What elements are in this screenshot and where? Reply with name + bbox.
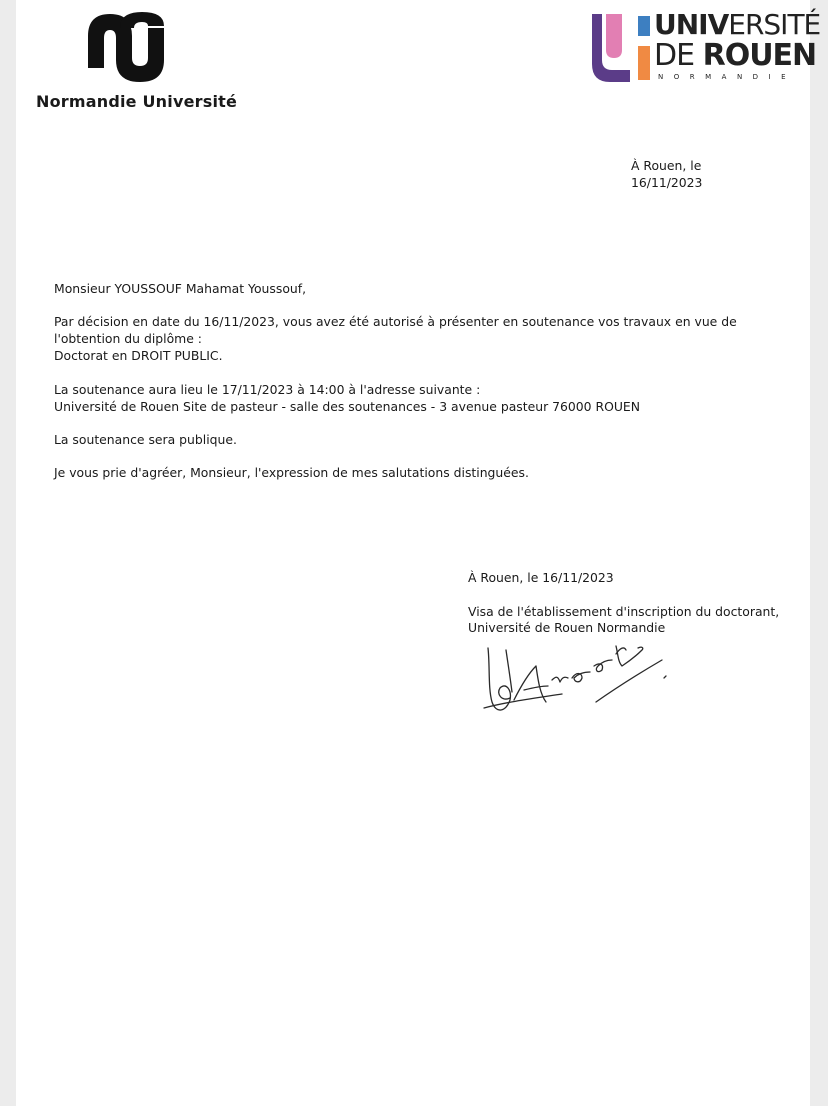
normandie-universite-logo	[36, 8, 276, 114]
paragraph-publique: La soutenance sera publique.	[54, 432, 237, 447]
nu-logo-mark-icon	[84, 8, 184, 86]
visa-line1: Visa de l'établissement d'inscription du doctorant,	[468, 604, 780, 619]
ur-logo-u-icon	[592, 14, 630, 82]
universite-rouen-logo	[592, 8, 821, 86]
top-place-line1: À Rouen, le	[631, 158, 702, 173]
letter-page	[16, 0, 821, 1106]
ur-logo-line2-first: DE	[654, 38, 703, 73]
salutation: Monsieur YOUSSOUF Mahamat Youssouf,	[54, 281, 307, 296]
handwritten-signature	[466, 636, 686, 732]
nu-logo-text: Normandie Université	[36, 92, 238, 111]
ur-logo-line1-bold: UNIV	[654, 8, 729, 41]
ur-logo-line2	[654, 40, 816, 72]
paragraph-soutenance-line1: La soutenance aura lieu le 17/11/2023 à 14:00 à l'adresse suivante :	[54, 382, 481, 397]
paragraph-closing-formula: Je vous prie d'agréer, Monsieur, l'expression de mes salutations distinguées.	[54, 465, 529, 480]
ur-logo-line2-bold: ROUEN	[702, 38, 817, 73]
visa-line2: Université de Rouen Normandie	[468, 620, 666, 635]
paragraph-decision-line2: l'obtention du diplôme :	[54, 331, 202, 346]
paragraph-decision-line1: Par décision en date du 16/11/2023, vous avez été autorisé à présenter en soutenance vos travaux en vue de	[54, 314, 737, 329]
ur-logo-orange-block	[638, 46, 650, 80]
ur-logo-line1	[654, 10, 820, 40]
paragraph-decision-line3: Doctorat en DROIT PUBLIC.	[54, 348, 223, 363]
ur-logo-line1-rest: ERSITÉ	[728, 8, 821, 41]
top-date-line2: 16/11/2023	[631, 175, 703, 190]
paragraph-soutenance-line2: Université de Rouen Site de pasteur - salle des soutenances - 3 avenue pasteur 76000 ROUEN	[54, 399, 640, 414]
closing-place-date: À Rouen, le 16/11/2023	[468, 570, 614, 585]
ur-logo-line3: NORMANDIE	[658, 73, 797, 81]
ur-logo-blue-block	[638, 16, 650, 36]
